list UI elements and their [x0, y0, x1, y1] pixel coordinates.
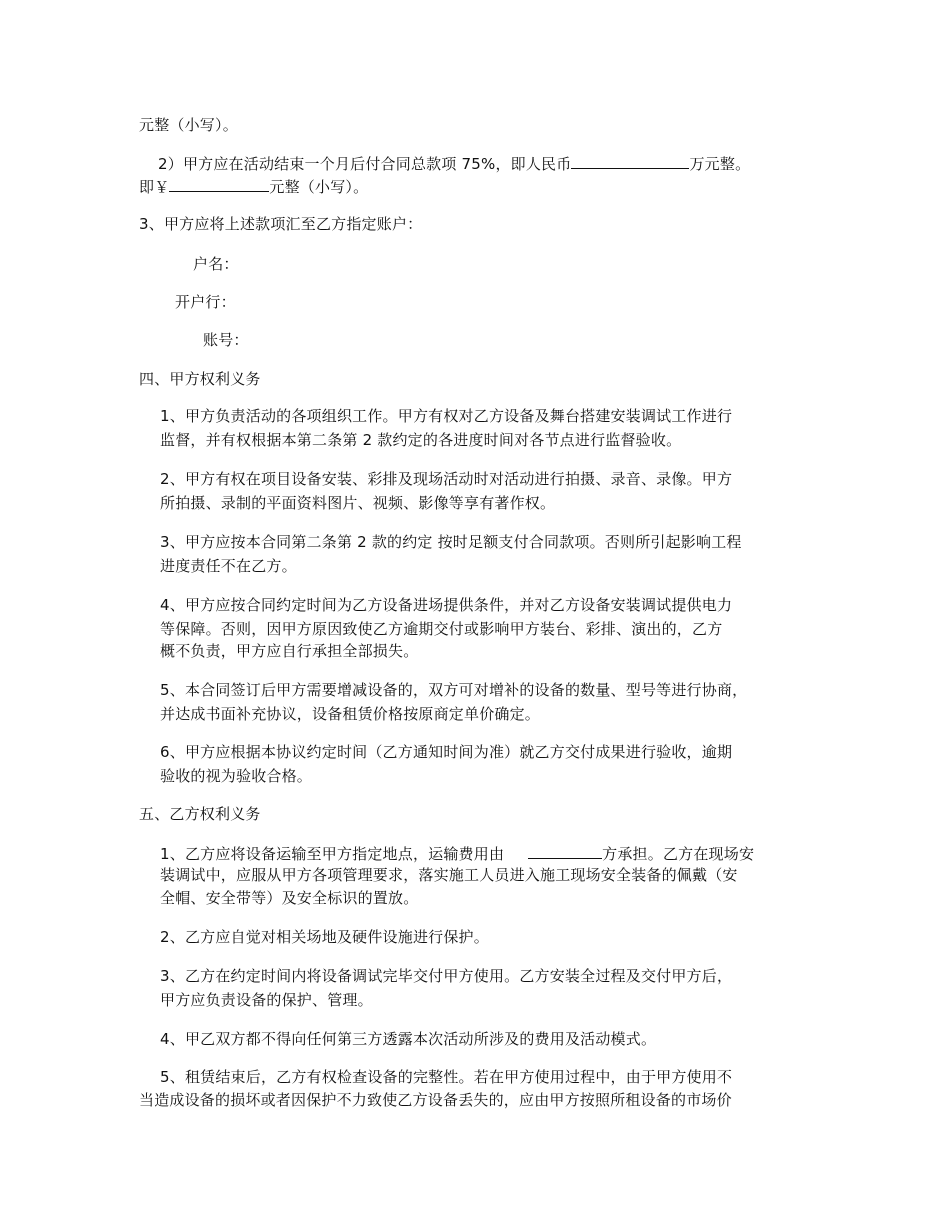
text-line: 2、乙方应自觉对相关场地及硬件设施进行保护。 — [160, 928, 489, 946]
section-heading: 五、乙方权利义务 — [139, 805, 261, 823]
text-line: 当造成设备的损坏或者因保护不力致使乙方设备丢失的，应由甲方按照所租设备的市场价 — [139, 1091, 732, 1109]
text-line: 1、甲方负责活动的各项组织工作。甲方有权对乙方设备及舞台搭建安装调试工作进行 — [160, 407, 733, 425]
text-line: 概不负责，甲方应自行承担全部损失。 — [160, 642, 419, 660]
text-line: 4、甲方应按合同约定时间为乙方设备进场提供条件，并对乙方设备安装调试提供电力 — [160, 596, 733, 614]
text-line: 并达成书面补充协议，设备租赁价格按原商定单价确定。 — [160, 705, 541, 723]
text-line: 5、本合同签订后甲方需要增减设备的，双方可对增补的设备的数量、型号等进行协商， — [160, 681, 748, 699]
text-line: 2、甲方有权在项目设备安装、彩排及现场活动时对活动进行拍摄、录音、录像。甲方 — [160, 470, 733, 488]
text-line: 3、甲方应按本合同第二条第 2 款的约定 按时足额支付合同款项。否则所引起影响工程 — [160, 533, 742, 551]
amount-blank — [169, 175, 269, 192]
text-line: 监督，并有权根据本第二条第 2 款约定的各进度时间对各节点进行监督验收。 — [160, 431, 682, 449]
text-line: 4、甲乙双方都不得向任何第三方透露本次活动所涉及的费用及活动模式。 — [160, 1030, 657, 1048]
text-line: 验收的视为验收合格。 — [160, 767, 313, 785]
text-line: 装调试中，应服从甲方各项管理要求，落实施工人员进入施工现场安全装备的佩戴（安 — [160, 866, 738, 884]
bank-label: 开户行： — [175, 293, 236, 311]
text-line: 5、租赁结束后，乙方有权检查设备的完整性。若在甲方使用过程中，由于甲方使用不 — [160, 1068, 733, 1086]
text-line: 等保障。否则，因甲方原因致使乙方逾期交付或影响甲方装台、彩排、演出的，乙方 — [160, 620, 723, 638]
account-number-label: 账号： — [203, 331, 249, 349]
party-blank — [528, 842, 602, 859]
text-line: 进度责任不在乙方。 — [160, 557, 297, 575]
payment-clause-2: 2）甲方应在活动结束一个月后付合同总款项 75%，即人民币 万元整。 — [158, 152, 750, 174]
text-line: 元整（小写）。 — [139, 116, 238, 134]
transport-clause: 1、乙方应将设备运输至甲方指定地点，运输费用由 方承担。乙方在现场安 — [160, 842, 754, 864]
text-line: 所拍摄、录制的平面资料图片、视频、影像等享有著作权。 — [160, 494, 556, 512]
text-line: 6、甲方应根据本协议约定时间（乙方通知时间为准）就乙方交付成果进行验收，逾期 — [160, 743, 733, 761]
text-line: 3、乙方在约定时间内将设备调试完毕交付甲方使用。乙方安装全过程及交付甲方后， — [160, 967, 733, 985]
text-line: 3、甲方应将上述款项汇至乙方指定账户： — [139, 215, 423, 233]
section-heading: 四、甲方权利义务 — [139, 370, 261, 388]
text-line: 全帽、安全带等）及安全标识的置放。 — [160, 889, 419, 907]
payment-clause-2-cont: 即￥ 元整（小写）。 — [139, 175, 368, 197]
text-line: 甲方应负责设备的保护、管理。 — [160, 991, 373, 1009]
amount-blank — [571, 152, 689, 169]
account-name-label: 户名： — [193, 255, 239, 273]
